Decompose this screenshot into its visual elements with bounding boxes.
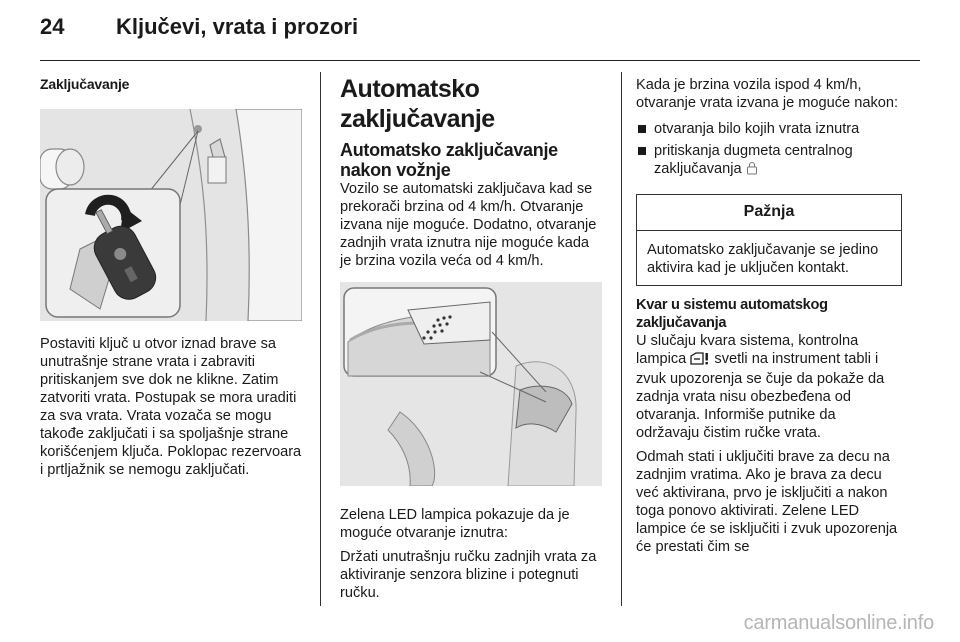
page-number: 24 (40, 14, 65, 39)
central-lock-icon (746, 161, 758, 180)
locking-paragraph: Postaviti ključ u otvor iznad brave sa unutrašnje strane vrata i zabraviti pritiskanjem sve dok ne klikne. Zatim zatvoriti vrata. Postupak se mora uraditi za sva vrata. Vrata vozača se mogu takođe zaključati i sa spoljašnje strane korišćenjem ključa. Poklopac rezervoara i prtljažnik se nemogu zaključati. (40, 336, 302, 478)
header-rule (40, 60, 920, 61)
speed-intro-paragraph: Kada je brzina vozila ispod 4 km/h, otvaranje vrata izvana je moguće nakon: (636, 77, 899, 111)
column-1 (40, 76, 302, 479)
chapter-title: Ključevi, vrata i prozori (116, 14, 359, 39)
bullet-marker (638, 147, 646, 155)
bullet-marker (638, 125, 646, 133)
led-paragraph: Zelena LED lampica pokazuje da je moguće otvaranje iznutra: (340, 507, 570, 541)
list-item: pritiskanja dugmeta centralnog zaključavanja (636, 142, 902, 180)
notice-box (636, 194, 902, 286)
door-handle-led-illustration (340, 282, 602, 486)
notice-title: Pažnja (637, 195, 901, 231)
handle-paragraph: Držati unutrašnju ručku zadnjih vrata za aktiviranje senzora blizine i potegnuti ručku. (340, 549, 597, 601)
page-header (40, 14, 920, 48)
auto-lock-section-title: Automatsko zaključavanje (340, 75, 495, 133)
notice-body: Automatsko zaključavanje se jedino aktivira kad je uključen kontakt. (647, 242, 879, 276)
unlock-conditions-list (636, 120, 902, 180)
locking-heading: Zaključavanje (40, 76, 130, 92)
key-lock-illustration (40, 109, 302, 321)
fault-heading: Kvar u sistemu automatskog zaključavanja (636, 297, 828, 331)
list-item: otvaranja bilo kojih vrata iznutra (636, 120, 902, 138)
watermark: carmanualsonline.info (743, 612, 934, 634)
reset-paragraph: Odmah stati i uključiti brave za decu na zadnjim vratima. Ako je brava za decu već aktivirana, prvo je isključiti a nakon toga ponovo aktivirati. Zelene LED lampice će se isključiti i zvuk upozorenja će prestati čim se (636, 449, 898, 555)
column-2 (340, 74, 602, 602)
auto-lock-after-driving-title: Automatsko zaključavanje nakon vožnje (340, 140, 558, 180)
column-3 (636, 76, 902, 556)
fault-paragraph: U slučaju kvara sistema, kontrolna lampica svetli na instrument tabli i zvuk upozorenja se čuje da pokaže da zadnja vrata nisu obezbeđena od otvaranja. Informiše putnike da održavaju čistim ručke vrata. (636, 333, 885, 441)
child-lock-warning-icon (690, 352, 710, 370)
column-divider-1 (320, 72, 321, 606)
column-divider-2 (621, 72, 622, 606)
auto-lock-paragraph: Vozilo se automatski zaključava kad se prekorači brzina od 4 km/h. Otvaranje izvana nije moguće. Dodatno, otvaranje zadnjih vrata iznutra nije moguće kada je brzina vozila veća od 4 km/h. (340, 181, 597, 269)
